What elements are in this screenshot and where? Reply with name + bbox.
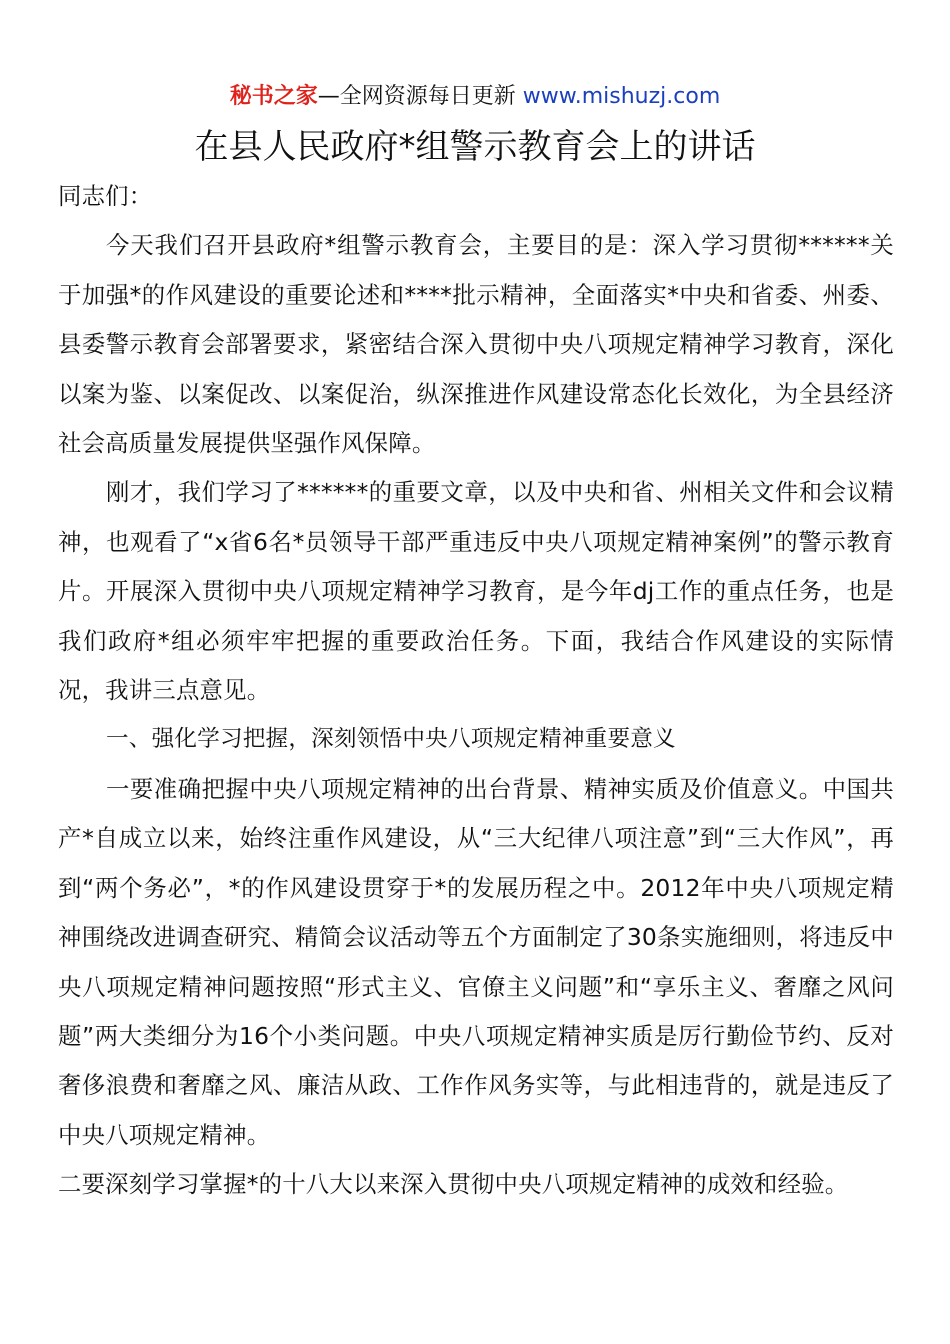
section-heading: 一、强化学习把握，深刻领悟中央八项规定精神重要意义 bbox=[106, 726, 676, 753]
paragraph-opening: 今天我们召开县政府*组警示教育会，主要目的是：深入学习贯彻******关于加强*的作风建设的重要论述和****批示精神，全面落实*中央和省委、州委、县委警示教育会部署要求，紧密结合深入贯彻中央八项规定精神学习教育，深化以案为鉴、以案促改、以案促治，纵深推进作风建设常态化长效化，为全县经济社会高质量发展提供坚强作风保障。 bbox=[58, 231, 894, 458]
paragraph-section-one: 一要准确把握中央八项规定精神的出台背景、精神实质及价值意义。中国共产*自成立以来，始终注重作风建设，从“三大纪律八项注意”到“三大作风”，再到“两个务必”，*的作风建设贯穿于*的发展历程之中。2012年中央八项规定精神围绕改进调查研究、精简会议活动等五个方面制定了30条实施细则，将违反中央八项规定精神问题按照“形式主义、官僚主义问题”和“享乐主义、奢靡之风问题”两大类细分为16个小类问题。中央八项规定精神实质是厉行勤俭节约、反对奢侈浪费和奢靡之风、廉洁从政、工作作风务实等，与此相违背的，就是违反了中央八项规定精神。 bbox=[58, 774, 894, 1149]
header-tagline: —全网资源每日更新 bbox=[317, 84, 523, 109]
document-body bbox=[58, 172, 894, 1210]
brand-name: 秘书之家 bbox=[229, 84, 318, 109]
document-title: 在县人民政府*组警示教育会上的讲话 bbox=[194, 127, 756, 167]
paragraph-section-two: 二要深刻学习掌握*的十八大以来深入贯彻中央八项规定精神的成效和经验。 bbox=[58, 1170, 849, 1199]
paragraph-context: 刚才，我们学习了******的重要文章，以及中央和省、州相关文件和会议精神，也观看了“x省6名*员领导干部严重违反中央八项规定精神案例”的警示教育片。开展深入贯彻中央八项规定精神学习教育，是今年dj工作的重点任务，也是我们政府*组必须牢牢把握的重要政治任务。下面，我结合作风建设的实际情况，我讲三点意见。 bbox=[58, 478, 894, 705]
site-url-link[interactable]: www.mishuzj.com bbox=[522, 84, 721, 109]
site-header bbox=[0, 82, 950, 112]
salutation: 同志们： bbox=[58, 182, 153, 210]
